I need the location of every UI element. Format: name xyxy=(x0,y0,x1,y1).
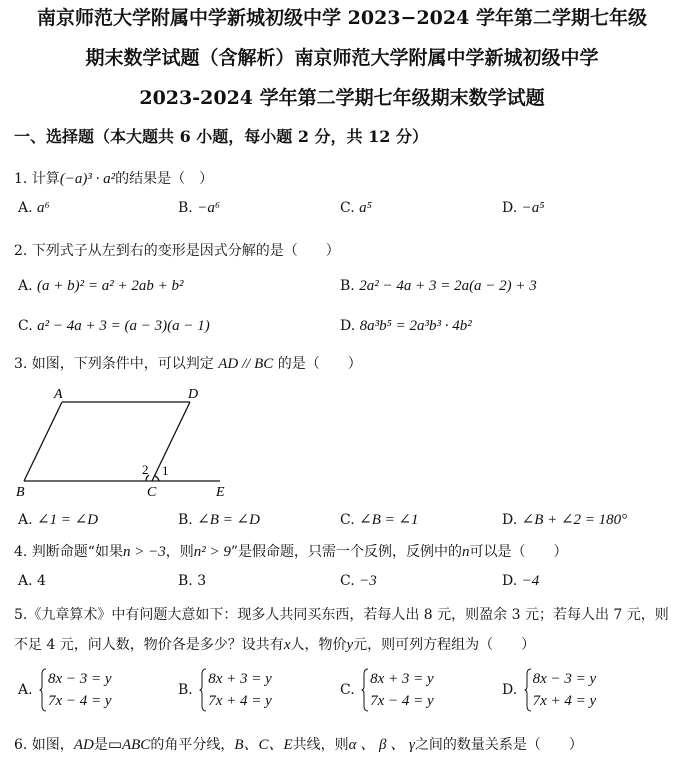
brace-icon xyxy=(361,668,369,712)
option-value: ∠B = ∠D xyxy=(197,512,260,528)
question-2-stem: 2. 下列式子从左到右的变形是因式分解的是（ ） xyxy=(14,243,340,259)
q3-option-a xyxy=(18,510,98,529)
q5-option-c xyxy=(340,668,434,712)
option-value: a⁵ xyxy=(359,200,372,216)
option-label: D. xyxy=(502,200,518,216)
option-label: B. xyxy=(340,278,355,294)
q3-option-d xyxy=(502,510,627,529)
option-value: 2a² − 4a + 3 = 2a(a − 2) + 3 xyxy=(359,278,537,294)
q4-text: 4. 判断命题“如果 xyxy=(14,544,123,560)
title-line-1: 南京师范大学附属中学新城初级中学 2023−2024 学年第二学期七年级 xyxy=(37,7,647,29)
q4-option-c xyxy=(340,573,377,590)
question-3-stem xyxy=(14,353,362,373)
q4-math: n xyxy=(462,544,470,560)
q3-prefix: 3. 如图，下列条件中，可以判定 xyxy=(14,356,214,372)
equation-system xyxy=(199,668,272,712)
q6-text: 的角平分线， xyxy=(150,737,235,753)
option-label: B. xyxy=(178,682,193,698)
question-6-stem xyxy=(14,733,583,754)
option-value: a⁶ xyxy=(37,200,50,216)
option-label: C. xyxy=(18,318,33,334)
q5-option-a xyxy=(18,668,112,712)
option-label: D. xyxy=(502,682,518,698)
q5-option-d xyxy=(502,668,596,712)
option-label: C. xyxy=(340,573,355,589)
q4-math: n > −3 xyxy=(122,544,166,560)
equation-row: 7x + 4 = y xyxy=(208,693,272,709)
label-e: E xyxy=(216,485,225,500)
question-1-stem xyxy=(14,168,213,188)
option-label: A. xyxy=(18,682,33,698)
option-value: −a⁵ xyxy=(521,200,545,216)
option-value: −a⁶ xyxy=(197,200,221,216)
q2-option-c xyxy=(18,318,210,335)
q4-math: n² > 9 xyxy=(193,544,231,560)
title-line-3: 2023-2024 学年第二学期七年级期末数学试题 xyxy=(139,87,545,109)
q6-text: 共线，则 xyxy=(292,737,349,753)
label-c: C xyxy=(147,485,157,500)
equation-row: 8x + 3 = y xyxy=(370,671,434,687)
option-label: A. xyxy=(18,200,33,216)
q1-suffix: 的结果是（ ） xyxy=(115,171,214,187)
brace-icon xyxy=(39,668,47,712)
q2-option-a xyxy=(18,278,184,295)
q4-text: ，则 xyxy=(165,544,194,560)
q1-prefix: 1. 计算 xyxy=(14,171,60,187)
equation-row: 7x − 4 = y xyxy=(48,693,112,709)
label-angle-1: 1 xyxy=(162,463,169,478)
q3-figure xyxy=(12,382,242,504)
q4-text: 可以是（ ） xyxy=(469,544,568,560)
option-label: B. xyxy=(178,512,193,528)
q1-expression: (−a)³ · a² xyxy=(59,171,116,187)
equation-system xyxy=(39,668,112,712)
q3-expression: AD // BC xyxy=(218,356,274,372)
label-angle-2: 2 xyxy=(142,462,149,477)
q6-text: 之间的数量关系是（ ） xyxy=(414,737,583,753)
angle-1-arc xyxy=(155,476,159,481)
q3-suffix: 的是（ ） xyxy=(277,356,362,372)
q6-math: ▭ABC xyxy=(107,737,151,753)
option-label: D. xyxy=(502,573,518,589)
equation-system xyxy=(524,668,597,712)
equation-row: 7x − 4 = y xyxy=(370,693,434,709)
equation-system xyxy=(361,668,434,712)
q4-option-b: B. 3 xyxy=(178,573,207,589)
option-label: C. xyxy=(340,682,355,698)
brace-icon xyxy=(524,668,532,712)
q6-text: 是 xyxy=(93,737,108,753)
section-heading: 一、选择题（本大题共 6 小题，每小题 2 分，共 12 分） xyxy=(14,127,428,146)
title-line-2: 期末数学试题（含解析）南京师范大学附属中学新城初级中学 xyxy=(85,47,599,69)
equation-row: 8x − 3 = y xyxy=(532,671,597,687)
question-5-stem xyxy=(14,600,674,660)
q5-text: 5.《九章算术》中有问题大意如下：现多人共同买东西，若每人出 8 元，则盈余 3 元；若每人出 7 元，则不足 4 元，问人数，物价各是多少？设共有 xyxy=(14,607,669,653)
q6-text: 6. 如图， xyxy=(14,737,74,753)
q5-text: 元，则可列方程组为（ ） xyxy=(353,637,536,653)
q2-option-b xyxy=(340,278,537,295)
option-label: A. xyxy=(18,278,33,294)
option-value: (a + b)² = a² + 2ab + b² xyxy=(37,278,184,294)
q3-option-c xyxy=(340,510,419,529)
option-label: C. xyxy=(340,512,355,528)
option-value: ∠1 = ∠D xyxy=(37,512,99,528)
q5-text: 人，物价 xyxy=(290,637,347,653)
equation-row: 8x + 3 = y xyxy=(208,671,272,687)
q3-option-b xyxy=(178,510,260,529)
equation-row: 7x + 4 = y xyxy=(532,693,597,709)
question-4-stem xyxy=(14,541,568,561)
segment-dc xyxy=(152,402,190,481)
option-value: ∠B = ∠1 xyxy=(359,512,419,528)
label-a: A xyxy=(54,387,63,402)
option-value: −4 xyxy=(521,573,540,589)
q6-math: B、C、E xyxy=(234,737,293,753)
q2-option-d xyxy=(340,318,472,335)
q6-math: α 、 β 、 γ xyxy=(348,737,415,753)
q4-option-d xyxy=(502,573,539,590)
q1-option-b xyxy=(178,200,220,217)
option-value: −3 xyxy=(359,573,377,589)
segment-ab xyxy=(24,402,62,481)
option-label: A. xyxy=(18,512,33,528)
option-label: D. xyxy=(340,318,356,334)
q1-option-c xyxy=(340,200,372,217)
option-label: C. xyxy=(340,200,355,216)
q1-option-d xyxy=(502,200,544,217)
equation-row: 8x − 3 = y xyxy=(48,671,112,687)
q5-math: x xyxy=(283,637,291,653)
label-b: B xyxy=(16,485,25,500)
q5-option-b xyxy=(178,668,272,712)
brace-icon xyxy=(199,668,207,712)
label-d: D xyxy=(188,387,199,402)
q5-math: y xyxy=(346,637,354,653)
option-value: 8a³b⁵ = 2a³b³ · 4b² xyxy=(359,318,472,334)
option-value: ∠B + ∠2 = 180° xyxy=(521,512,628,528)
q6-math: AD xyxy=(73,737,94,753)
option-label: B. xyxy=(178,200,193,216)
option-label: D. xyxy=(502,512,518,528)
option-value: a² − 4a + 3 = (a − 3)(a − 1) xyxy=(37,318,210,334)
q1-option-a xyxy=(18,200,50,217)
q4-option-a: A. 4 xyxy=(18,573,46,589)
q4-text: ”是假命题，只需一个反例，反例中的 xyxy=(230,544,462,560)
